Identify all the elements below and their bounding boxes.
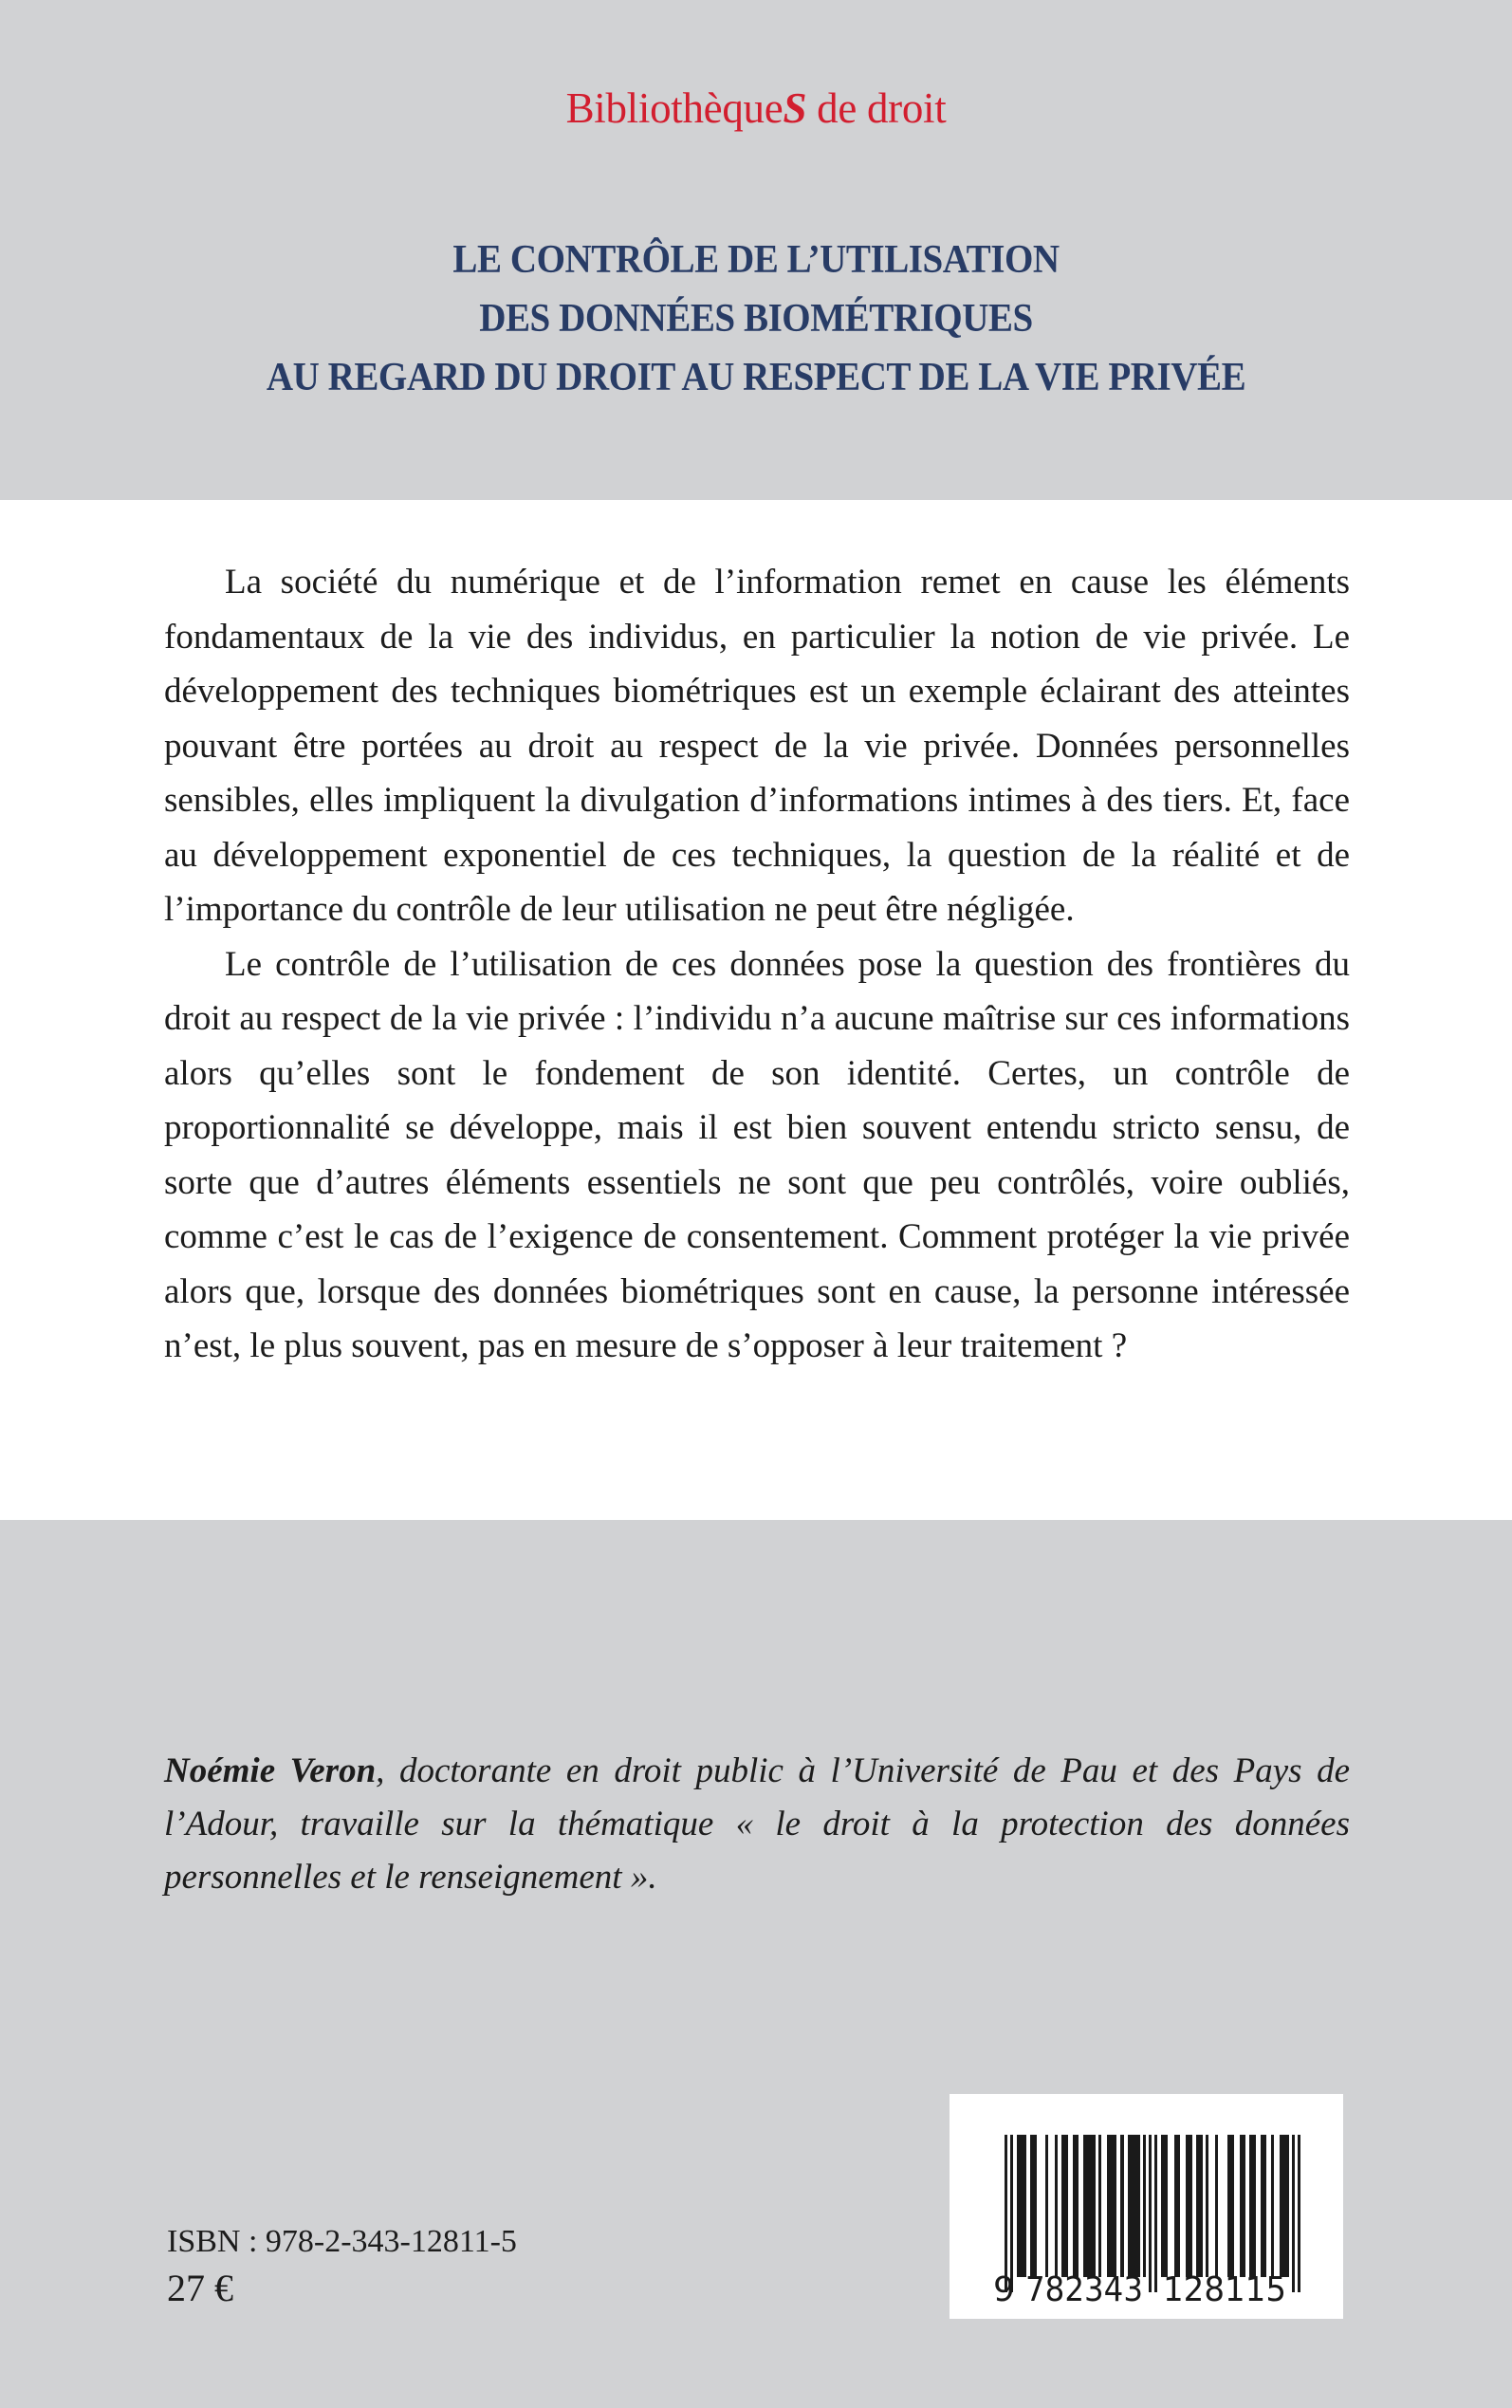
barcode-left-digits: 782343: [1025, 2270, 1143, 2309]
title-line: LE CONTRÔLE DE L’UTILISATION: [452, 238, 1060, 282]
barcode: [950, 2094, 1343, 2319]
author-bio: [164, 1745, 1350, 1904]
author-description: , doctorante en droit public à l’Université de Pau et des Pays de l’Adour, travaille sur la thématique « le droit à la protection des données personnelles et le renseignement ».: [164, 1751, 1350, 1897]
author-name: Noémie Veron: [164, 1751, 377, 1790]
series-emphasis: S: [783, 84, 807, 132]
cover-header: [0, 0, 1512, 500]
blurb-paragraph: Le contrôle de l’utilisation de ces données pose la question des frontières du droit au respect de la vie privée : l’individu n’a aucune maîtrise sur ces informations alors qu’elles sont le fondement de son identité. Certes, un contrôle de proportionnalité se développe, mais il est bien souvent entendu stricto sensu, de sorte que d’autres éléments essentiels ne sont que peu contrôlés, voire oubliés, comme c’est le cas de l’exigence de consentement. Comment protéger la vie privée alors que, lorsque des données biométriques sont en cause, la personne intéressée n’est, le plus souvent, pas en mesure de s’opposer à leur traitement ?: [164, 944, 1350, 1365]
series-name: [0, 83, 1512, 133]
barcode-right-digits: 128115: [1163, 2270, 1286, 2309]
series-suffix: de droit: [806, 84, 947, 132]
barcode-icon: [950, 2094, 1343, 2319]
blurb-paragraph: La société du numérique et de l’information remet en cause les éléments fondamentaux de la vie des individus, en particulier la notion de vie privée. Le développement des techniques biométriques est un exemple éclairant des atteintes pouvant être portées au droit au respect de la vie privée. Données personnelles sensibles, elles impliquent la divulgation d’informations intimes à des tiers. Et, face au développement exponentiel de ces techniques, la question de la réalité et de l’importance du contrôle de leur utilisation ne peut être négligée.: [164, 563, 1350, 929]
isbn: ISBN : 978-2-343-12811-5: [167, 2224, 517, 2259]
book-title: [53, 231, 1459, 407]
title-line: AU REGARD DU DROIT AU RESPECT DE LA VIE PRIVÉE: [266, 356, 1246, 399]
cover-footer: [0, 1520, 1512, 2408]
price: 27 €: [167, 2267, 233, 2309]
barcode-lead-digit: 9: [993, 2270, 1015, 2309]
blurb-section: [0, 500, 1512, 1520]
title-line: DES DONNÉES BIOMÉTRIQUES: [479, 297, 1033, 341]
blurb-text: [164, 555, 1350, 1374]
series-prefix: Bibliothèque: [565, 84, 784, 132]
